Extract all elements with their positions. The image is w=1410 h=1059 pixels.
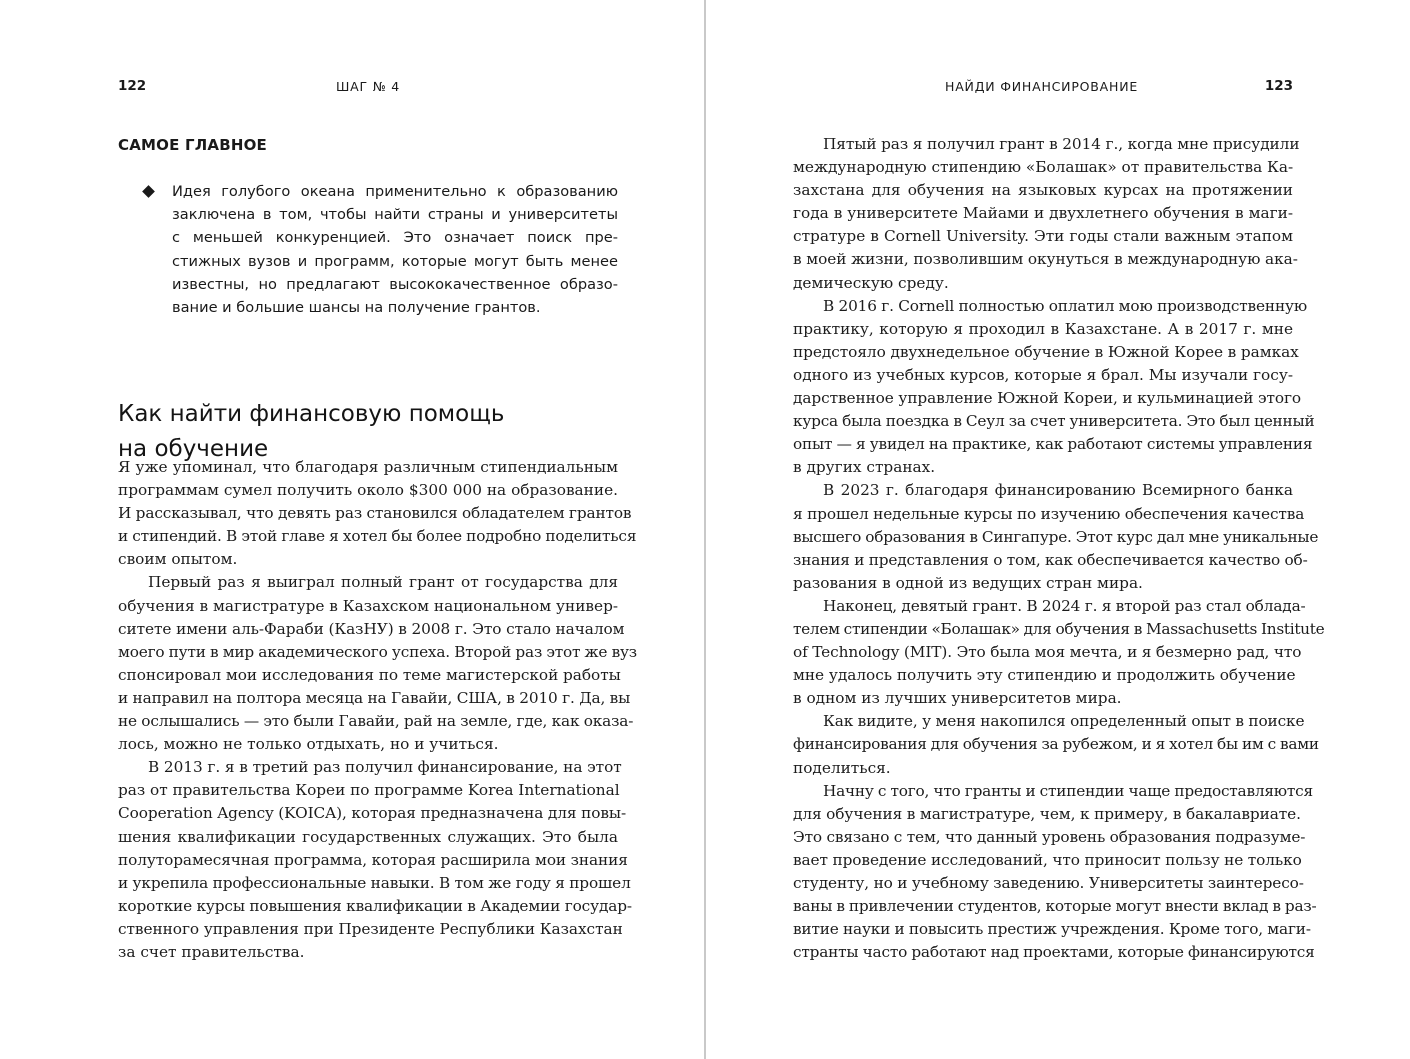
text-line: своим опытом. <box>118 550 238 569</box>
chapter-title: НАЙДИ ФИНАНСИРОВАНИЕ <box>945 79 1139 94</box>
text-line: Первый раз я выиграл полный грант от государства для <box>148 573 618 592</box>
text-line: предстояло двухнедельное обучение в Южной Корее в рамках <box>793 342 1299 361</box>
text-line: короткие курсы повышения квалификации в Академии государ- <box>118 896 632 915</box>
right-page <box>793 0 1325 1059</box>
text-line: В 2016 г. Cornell полностью оплатил мою производственную <box>823 296 1308 315</box>
text-line: Наконец, девятый грант. В 2024 г. я второй раз стал облада- <box>823 596 1306 615</box>
text-line: в моей жизни, позволившим окунуться в международную ака- <box>793 250 1298 269</box>
text-line: программам сумел получить около $300 000 на образование. <box>118 481 618 500</box>
text-line: разования в одной из ведущих стран мира. <box>793 573 1143 592</box>
text-line: поделиться. <box>793 758 891 777</box>
summary-bullet-text <box>172 180 618 319</box>
text-line: ваны в привлечении студентов, которые могут внести вклад в раз- <box>793 897 1317 916</box>
text-line: вание и большие шансы на получение грантов. <box>172 299 541 317</box>
text-line: И рассказывал, что девять раз становился обладателем грантов <box>118 504 632 523</box>
text-line: я прошел недельные курсы по изучению обеспечения качества <box>793 504 1305 523</box>
text-line: В 2013 г. я в третий раз получил финансирование, на этот <box>148 758 622 777</box>
running-head-left <box>118 78 618 98</box>
text-line: финансирования для обучения за рубежом, и я хотел бы им с вами <box>793 735 1319 754</box>
text-line: и направил на полтора месяца на Гавайи, США, в 2010 г. Да, вы <box>118 688 631 707</box>
text-line: Как видите, у меня накопился определенный опыт в поиске <box>823 712 1305 731</box>
text-line: и укрепила профессиональные навыки. В том же году я прошел <box>118 873 631 892</box>
text-line: полуторамесячная программа, которая расширила мои знания <box>118 850 628 869</box>
text-line: стратуре в Cornell University. Эти годы стали важным этапом <box>793 227 1293 246</box>
text-line: знания и представления о том, как обеспечивается качество об- <box>793 550 1308 569</box>
text-line: раз от правительства Кореи по программе Korea International <box>118 781 620 800</box>
text-line: курса была поездка в Сеул за счет университета. Это был ценный <box>793 412 1315 431</box>
text-line: вает проведение исследований, что приносит пользу не только <box>793 850 1302 869</box>
text-line: странты часто работают над проектами, которые финансируются <box>793 943 1315 962</box>
text-line: захстана для обучения на языковых курсах на протяжении <box>793 181 1293 200</box>
text-line: ситете имени аль-Фараби (КазНУ) в 2008 г. Это стало началом <box>118 619 625 638</box>
running-head-right <box>793 78 1293 98</box>
text-line: стижных вузов и программ, которые могут быть менее <box>172 252 618 270</box>
text-line: of Technology (MIT). Это была моя мечта, и я безмерно рад, что <box>793 643 1302 662</box>
text-line: моего пути в мир академического успеха. Второй раз этот же вуз <box>118 642 637 661</box>
body-text-right <box>793 133 1325 964</box>
text-line: и стипендий. В этой главе я хотел бы более подробно поделиться <box>118 527 637 546</box>
text-line: года в университете Майами и двухлетнего обучения в маги- <box>793 204 1293 223</box>
text-line: в других странах. <box>793 458 936 477</box>
heading-line: Как найти финансовую помощь <box>118 401 505 428</box>
text-line: для обучения в магистратуре, чем, к примеру, в бакалавриате. <box>793 804 1301 823</box>
chapter-title: ШАГ № 4 <box>336 79 401 94</box>
text-line: Идея голубого океана применительно к образованию <box>172 183 618 200</box>
heading-line: на обучение <box>118 436 269 463</box>
text-line: Это связано с тем, что данный уровень образования подразуме- <box>793 827 1306 846</box>
page-number: 122 <box>118 78 147 94</box>
text-line: витие науки и повысить престиж учреждения. Кроме того, маги- <box>793 920 1311 939</box>
text-line: ственного управления при Президенте Республики Казахстан <box>118 919 623 938</box>
text-line: дарственное управление Южной Кореи, и кульминацией этого <box>793 389 1302 408</box>
text-line: одного из учебных курсов, которые я брал. Мы изучали госу- <box>793 365 1293 384</box>
text-line: не ослышались — это были Гавайи, рай на земле, где, как оказа- <box>118 712 634 731</box>
text-line: международную стипендию «Болашак» от правительства Ка- <box>793 158 1294 177</box>
text-line: Начну с того, что гранты и стипендии чаще предоставляются <box>823 781 1313 800</box>
page-number: 123 <box>1264 78 1293 94</box>
text-line: шения квалификации государственных служащих. Это была <box>118 827 618 846</box>
page-gutter-divider <box>704 0 706 1059</box>
text-line: спонсировал мои исследования по теме магистерской работы <box>118 665 621 684</box>
summary-bullet <box>144 180 618 319</box>
text-line: Cooperation Agency (KOICA), которая предназначена для повы- <box>118 804 627 823</box>
text-line: мне удалось получить эту стипендию и продолжить обучение <box>793 666 1296 685</box>
text-line: за счет правительства. <box>118 942 305 961</box>
text-line: известны, но предлагают высококачественное образо- <box>172 275 618 293</box>
summary-title: САМОЕ ГЛАВНОЕ <box>118 136 267 154</box>
text-line: демическую среду. <box>793 273 949 292</box>
text-line: высшего образования в Сингапуре. Этот курс дал мне уникальные <box>793 527 1319 546</box>
text-line: практику, которую я проходил в Казахстане. А в 2017 г. мне <box>793 319 1293 338</box>
text-line: В 2023 г. благодаря финансированию Всемирного банка <box>823 481 1293 500</box>
body-text-left <box>118 456 637 964</box>
left-page <box>118 0 637 1059</box>
text-line: с меньшей конкуренцией. Это означает поиск пре- <box>172 229 618 247</box>
diamond-bullet-icon <box>142 185 155 198</box>
text-line: опыт — я увидел на практике, как работают системы управления <box>793 435 1313 454</box>
text-line: обучения в магистратуре в Казахском национальном универ- <box>118 596 619 615</box>
text-line: студенту, но и учебному заведению. Университеты заинтересо- <box>793 874 1304 892</box>
text-line: в одном из лучших университетов мира. <box>793 689 1122 708</box>
text-line: телем стипендии «Болашак» для обучения в Massachusetts Institute <box>793 619 1325 638</box>
text-line: Я уже упоминал, что благодаря различным стипендиальным <box>118 458 618 476</box>
text-line: Пятый раз я получил грант в 2014 г., когда мне присудили <box>823 135 1300 153</box>
text-line: лось, можно не только отдыхать, но и учиться. <box>118 735 499 754</box>
text-line: заключена в том, чтобы найти страны и университеты <box>172 206 618 224</box>
